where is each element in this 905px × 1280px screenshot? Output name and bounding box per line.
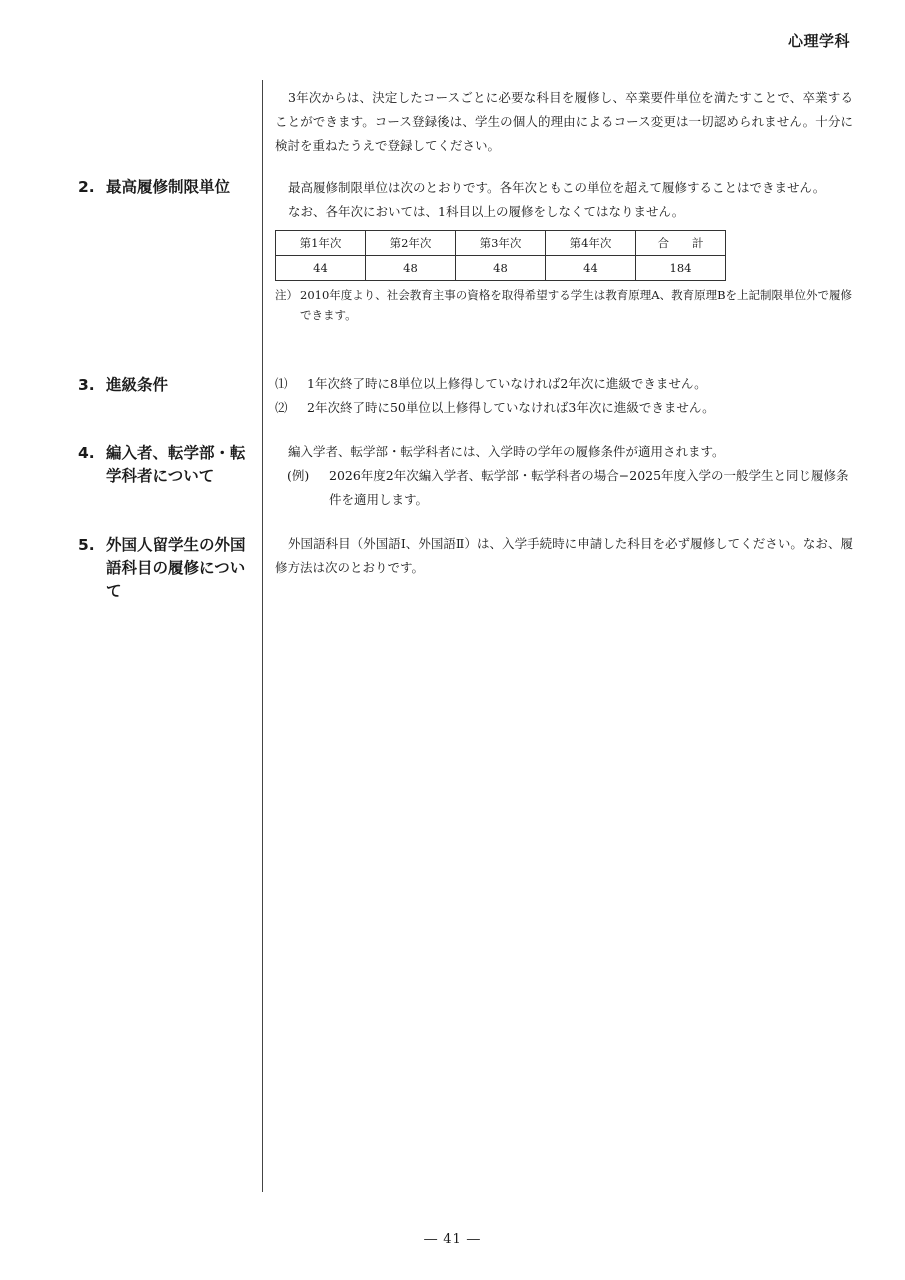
- section-number: 4.: [78, 444, 95, 462]
- table-header-row: [276, 231, 726, 256]
- section-4-paragraph: 編入学者、転学部・転学科者には、入学時の学年の履修条件が適用されます。: [288, 444, 725, 459]
- section-title: 進級条件: [106, 376, 169, 394]
- section-2-heading: [78, 176, 256, 199]
- list-item-text: 1年次終了時に8単位以上修得していなければ2年次に進級できません。: [307, 376, 707, 391]
- table-header-cell: 合 計: [636, 231, 726, 256]
- column-divider: [262, 80, 263, 1192]
- page-number: ― 41 ―: [424, 1232, 481, 1247]
- list-item: [275, 372, 853, 396]
- section-4-body: [275, 440, 853, 512]
- table-cell: 48: [366, 256, 456, 281]
- list-item-mark: ⑴: [275, 376, 288, 391]
- section-2-paragraph-2: なお、各年次においては、1科目以上の履修をしなくてはなりません。: [288, 204, 685, 219]
- list-item-mark: ⑵: [275, 400, 288, 415]
- example: [275, 464, 853, 512]
- table-header-cell: 第1年次: [276, 231, 366, 256]
- section-5-heading: [78, 534, 256, 603]
- section-4-heading: [78, 442, 256, 488]
- table-row: [276, 256, 726, 281]
- table-cell: 48: [456, 256, 546, 281]
- section-5-body: [275, 532, 853, 580]
- department-header: 心理学科: [787, 32, 850, 50]
- example-mark: (例): [287, 468, 310, 483]
- list-item: [275, 396, 853, 420]
- credit-limit-table: [275, 230, 726, 281]
- list-item-text: 2年次終了時に50単位以上修得していなければ3年次に進級できません。: [307, 400, 715, 415]
- section-2-paragraph-1: 最高履修制限単位は次のとおりです。各年次ともこの単位を超えて履修することはできません。: [288, 180, 826, 195]
- table-cell: 44: [546, 256, 636, 281]
- intro-block: [275, 86, 853, 158]
- section-title: 外国人留学生の外国語科目の履修について: [106, 536, 246, 600]
- section-5-paragraph: 外国語科目（外国語Ⅰ、外国語Ⅱ）は、入学手続時に申請した科目を必ず履修してください。なお、履修方法は次のとおりです。: [275, 536, 853, 575]
- note-mark: 注）: [275, 288, 298, 302]
- table-header-cell: 第2年次: [366, 231, 456, 256]
- table-header-cell: 第3年次: [456, 231, 546, 256]
- example-text: 2026年度2年次編入学者、転学部・転学科者の場合−2025年度入学の一般学生と同じ履修条件を適用します。: [329, 468, 849, 507]
- table-cell: 184: [636, 256, 726, 281]
- section-number: 2.: [78, 178, 95, 196]
- intro-paragraph: 3年次からは、決定したコースごとに必要な科目を履修し、卒業要件単位を満たすことで、卒業することができます。コース登録後は、学生の個人的理由によるコース変更は一切認められません。十分に検討を重ねたうえで登録してください。: [275, 90, 853, 153]
- table-header-cell: 第4年次: [546, 231, 636, 256]
- section-3-heading: [78, 374, 256, 397]
- section-number: 5.: [78, 536, 95, 554]
- section-3-body: [275, 372, 853, 420]
- section-title: 編入者、転学部・転学科者について: [106, 444, 246, 485]
- section-2-body: [275, 176, 853, 325]
- table-note: [275, 285, 853, 325]
- section-number: 3.: [78, 376, 95, 394]
- table-cell: 44: [276, 256, 366, 281]
- section-title: 最高履修制限単位: [106, 178, 231, 196]
- note-text: 2010年度より、社会教育主事の資格を取得希望する学生は教育原理A、教育原理Bを上記制限単位外で履修できます。: [300, 288, 853, 322]
